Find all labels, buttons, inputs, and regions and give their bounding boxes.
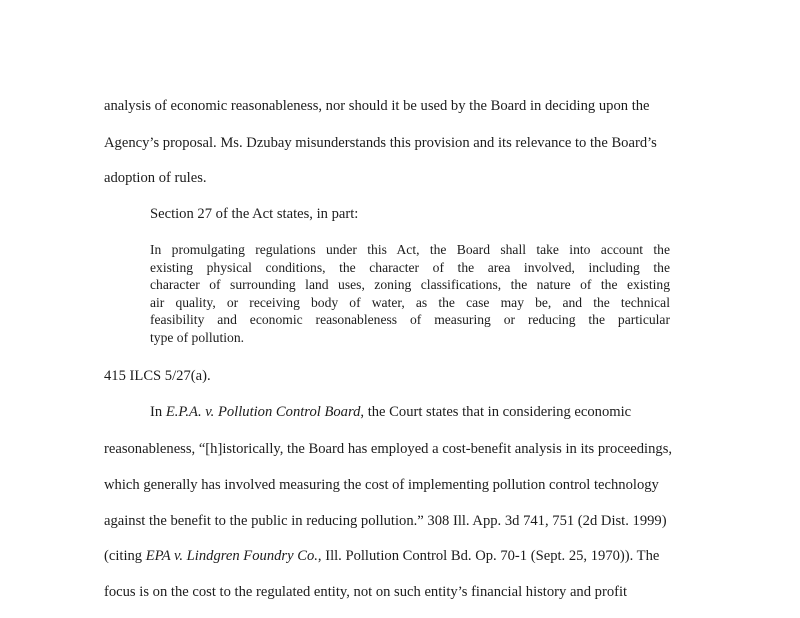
statute-citation: 415 ILCS 5/27(a).	[104, 368, 211, 384]
para2-line-2: reasonableness, “[h]istorically, the Board has employed a cost-benefit analysis in its proceedings,	[104, 441, 673, 457]
para2-line-4: against the benefit to the public in reducing pollution.” 308 Ill. App. 3d 741, 751 (2d Dist. 1999)	[104, 513, 667, 529]
quote-line-5: feasibility and economic reasonableness of measuring or reducing the particular	[150, 312, 670, 328]
para2-line-5-post: , Ill. Pollution Control Bd. Op. 70-1 (Sept. 25, 1970)). The	[317, 548, 660, 564]
body-line-1: analysis of economic reasonableness, nor should it be used by the Board in deciding upon the	[104, 98, 650, 114]
quote-line-2: existing physical conditions, the character of the area involved, including the	[150, 259, 670, 275]
quote-line-3: character of surrounding land uses, zoning classifications, the nature of the existing	[150, 277, 670, 293]
para2-line-1	[150, 403, 631, 421]
quote-line-4: air quality, or receiving body of water, as the case may be, and the technical	[150, 294, 670, 310]
case-name-epa-v-pcb: E.P.A. v. Pollution Control Board	[165, 404, 361, 420]
para2-line-5	[104, 547, 659, 565]
quote-line-6: type of pollution.	[150, 329, 245, 345]
section-intro: Section 27 of the Act states, in part:	[150, 206, 359, 222]
para2-line-5-pre: (citing	[104, 548, 146, 564]
para2-line-6: focus is on the cost to the regulated entity, not on such entity’s financial history and profit	[104, 584, 628, 600]
body-line-2: Agency’s proposal. Ms. Dzubay misunderstands this provision and its relevance to the Board’s	[104, 135, 657, 151]
para2-line-1-pre: In	[150, 404, 166, 420]
block-quote	[150, 241, 670, 347]
para2-line-1-post: , the Court states that in considering economic	[360, 404, 632, 420]
case-name-lindgren: EPA v. Lindgren Foundry Co.	[145, 548, 318, 564]
body-line-3: adoption of rules.	[104, 170, 207, 186]
para2-line-3: which generally has involved measuring the cost of implementing pollution control technology	[104, 477, 659, 493]
quote-line-1: In promulgating regulations under this Act, the Board shall take into account the	[150, 242, 670, 257]
